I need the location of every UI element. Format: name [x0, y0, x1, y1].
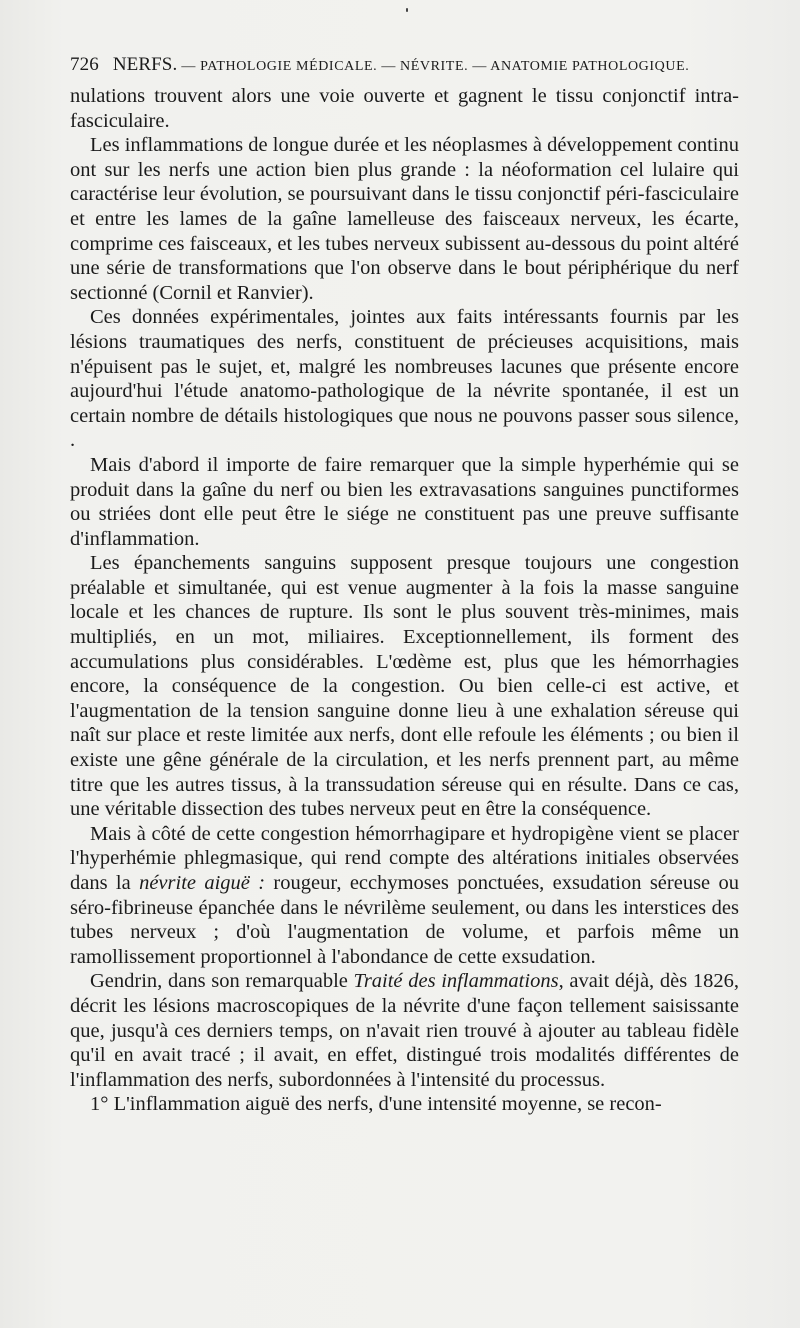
running-header: [70, 52, 740, 78]
paragraph: [70, 551, 739, 822]
text-run: , avait déjà, dès 1826, décrit les lésions macroscopiques de la névrite d'une façon tellement saisissante que, jusqu'à ces derniers temps, on n'avait rien trouvé à ajouter au tableau fidèle qu'il en avait tracé ; il avait, en effet, distingué trois modalités différentes de l'inflammation des nerfs, subordonnées à l'intensité du processus.: [70, 970, 739, 1091]
paragraph: [70, 133, 739, 305]
header-title: NERFS.: [112, 54, 178, 75]
body-text: [70, 84, 739, 1117]
text-run: 1° L'inflammation aiguë des nerfs, d'une intensité moyenne, se recon-: [90, 1093, 662, 1116]
print-speck: [406, 8, 408, 12]
text-run: Mais à côté de cette congestion hémorrhagipare et hydropigène vient se placer l'hyperhémie phlegmasique, qui rend compte des altérations initiales observées dans la: [70, 822, 739, 894]
text-run: nulations trouvent alors une voie ouverte et gagnent le tissu conjonctif intra-fasciculaire.: [70, 85, 739, 132]
page-number: 726: [70, 54, 99, 75]
text-run: rougeur, ecchymoses ponctuées, exsudation séreuse ou séro-fibrineuse épanchée dans le névrilème seulement, ou dans les interstices des tubes nerveux ; d'où l'augmentation de volume, et parfois même un ramollissement proportionnel à l'abondance de cette exsudation.: [70, 872, 739, 968]
text-run: Ces données expérimentales, jointes aux faits intéressants fournis par les lésions traumatiques des nerfs, constituent de précieuses acquisitions, mais n'épuisent pas le sujet, et, malgré les nombreuses lacunes que présente encore aujourd'hui l'étude anatomo-pathologique de la névrite spontanée, il est un certain nombre de détails histologiques que nous ne pouvons passer sous silence, .: [70, 306, 739, 452]
paragraph: [70, 969, 739, 1092]
paragraph: [70, 84, 739, 133]
text-run: Les épanchements sanguins supposent presque toujours une congestion préalable et simultanée, qui est venue augmenter à la fois la masse sanguine locale et les chances de rupture. Ils sont le plus souvent très-minimes, mais multipliés, en un mot, miliaires. Exceptionnellement, ils forment des accumulations plus considérables. L'œdème est, plus que les hémorrhagies encore, la conséquence de la congestion. Ou bien celle-ci est active, et l'augmentation de la tension sanguine donne lieu à une exhalation séreuse qui naît sur place et reste limitée aux nerfs, dont elle refoule les éléments ; ou bien il existe une gêne générale de la circulation, et les nerfs prennent part, au même titre que les autres tissus, à la transsudation séreuse qui en résulte. Dans ce cas, une véritable dissection des tubes nerveux peut en être la conséquence.: [70, 552, 739, 821]
text-run: Les inflammations de longue durée et les néoplasmes à développement continu ont sur les nerfs une action bien plus grande : la néoformation cel lulaire qui caractérise leur évolution, se poursuivant dans le tissu conjonctif péri-fasciculaire et entre les lames de la gaîne lamelleuse des faisceaux nerveux, les écarte, comprime ces faisceaux, et les tubes nerveux subissent au-dessous du point altéré une série de transformations que l'on observe dans le bout périphérique du nerf sectionné (Cornil et Ranvier).: [70, 134, 739, 304]
italic-text-run: névrite aiguë :: [139, 872, 266, 894]
italic-text-run: Traité des inflammations: [353, 970, 559, 993]
text-run: Mais d'abord il importe de faire remarquer que la simple hyperhémie qui se produit dans la gaîne du nerf ou bien les extravasations sanguines punctiformes ou striées dont elle peut être le siége ne constituent pas une preuve suffisante d'inflammation.: [70, 453, 739, 550]
paragraph: [70, 453, 739, 551]
paragraph: [70, 1092, 739, 1117]
header-subtitle: — PATHOLOGIE MÉDICALE. — NÉVRITE. — ANATOMIE PATHOLOGIQUE.: [177, 59, 690, 74]
text-run: Gendrin, dans son remarquable: [90, 970, 354, 993]
paragraph: [70, 305, 739, 453]
paragraph: [70, 822, 739, 970]
